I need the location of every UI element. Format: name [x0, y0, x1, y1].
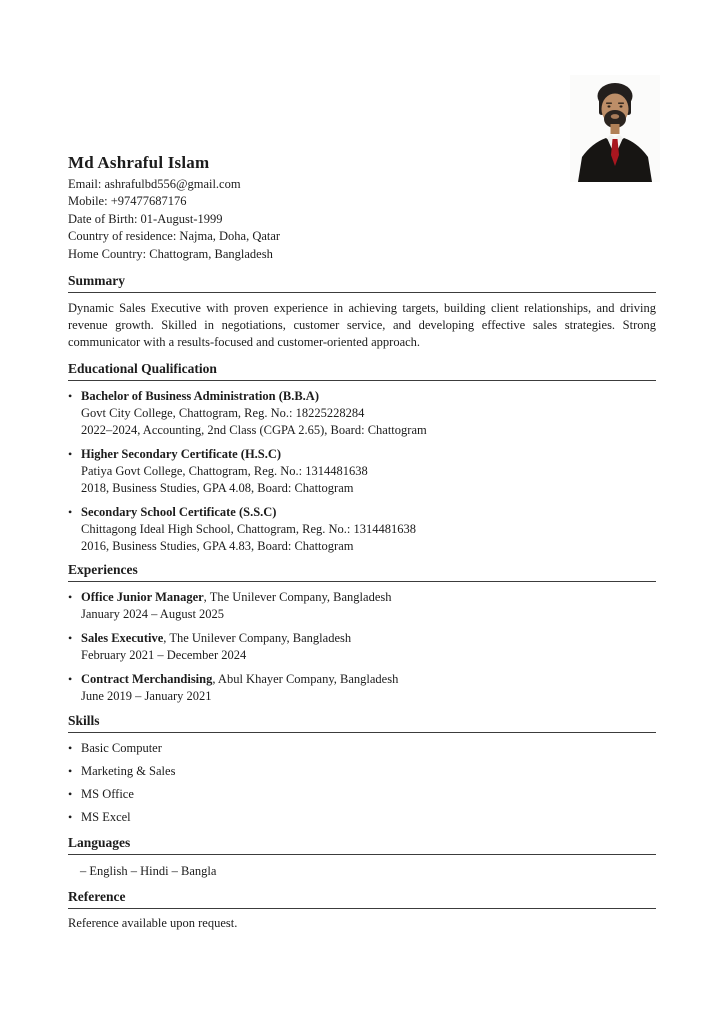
- education-item: [68, 388, 656, 439]
- degree-details: 2016, Business Studies, GPA 4.83, Board: Chattogram: [81, 539, 354, 554]
- education-item: [68, 446, 656, 497]
- section-heading-skills: Skills: [68, 713, 656, 733]
- contact-line-residence: Country of residence: Najma, Doha, Qatar: [68, 229, 281, 244]
- skill-item: [68, 740, 656, 757]
- contact-line-home-country: Home Country: Chattogram, Bangladesh: [68, 246, 273, 261]
- bullet-icon: •: [68, 505, 73, 520]
- degree-institution: Chittagong Ideal High School, Chattogram, Reg. No.: 1314481638: [81, 522, 417, 537]
- job-role: Sales Executive: [81, 631, 164, 646]
- skill-label: MS Excel: [81, 810, 131, 825]
- education-list: [68, 388, 656, 555]
- degree-details: 2022–2024, Accounting, 2nd Class (CGPA 2.65), Board: Chattogram: [81, 423, 427, 438]
- bullet-icon: •: [68, 447, 73, 462]
- experience-list: [68, 589, 656, 705]
- skill-label: Basic Computer: [81, 741, 162, 756]
- job-role: Contract Merchandising: [81, 672, 213, 687]
- contact-line-mobile: Mobile: +97477687176: [68, 194, 187, 209]
- contact-info: [68, 176, 656, 263]
- section-heading-reference: Reference: [68, 889, 656, 909]
- section-heading-experiences: Experiences: [68, 562, 656, 582]
- skill-label: MS Office: [81, 787, 134, 802]
- bullet-icon: •: [68, 389, 73, 404]
- experience-item: [68, 589, 656, 623]
- skill-label: Marketing & Sales: [81, 764, 176, 779]
- skill-item: [68, 809, 656, 826]
- section-heading-summary: Summary: [68, 273, 656, 293]
- degree-details: 2018, Business Studies, GPA 4.08, Board: Chattogram: [81, 481, 354, 496]
- contact-line-dob: Date of Birth: 01-August-1999: [68, 211, 223, 226]
- degree-title: Higher Secondary Certificate (H.S.C): [81, 447, 282, 462]
- job-dates: January 2024 – August 2025: [81, 607, 225, 622]
- section-heading-languages: Languages: [68, 835, 656, 855]
- skills-list: [68, 740, 656, 826]
- job-role: Office Junior Manager: [81, 590, 204, 605]
- bullet-icon: •: [68, 631, 73, 646]
- bullet-icon: •: [68, 787, 73, 802]
- job-dates: June 2019 – January 2021: [81, 689, 212, 704]
- job-company: , The Unilever Company, Bangladesh: [203, 590, 392, 605]
- degree-institution: Patiya Govt College, Chattogram, Reg. No.: 1314481638: [81, 464, 368, 479]
- experience-item: [68, 671, 656, 705]
- languages-text: – English – Hindi – Bangla: [80, 864, 217, 879]
- experience-item: [68, 630, 656, 664]
- degree-title: Bachelor of Business Administration (B.B.A): [81, 389, 319, 404]
- job-company: , The Unilever Company, Bangladesh: [163, 631, 352, 646]
- reference-text: Reference available upon request.: [68, 916, 238, 931]
- skill-item: [68, 763, 656, 780]
- degree-title: Secondary School Certificate (S.S.C): [81, 505, 277, 520]
- resume-content: [68, 0, 656, 932]
- bullet-icon: •: [68, 810, 73, 825]
- section-heading-education: Educational Qualification: [68, 361, 656, 381]
- degree-institution: Govt City College, Chattogram, Reg. No.: 18225228284: [81, 406, 365, 421]
- education-item: [68, 504, 656, 555]
- bullet-icon: •: [68, 741, 73, 756]
- bullet-icon: •: [68, 764, 73, 779]
- contact-line-email: Email: ashrafulbd556@gmail.com: [68, 177, 241, 191]
- skill-item: [68, 786, 656, 803]
- bullet-icon: •: [68, 672, 73, 687]
- bullet-icon: •: [68, 590, 73, 605]
- summary-text: Dynamic Sales Executive with proven experience in achieving targets, building client relationships, and driving revenue growth. Skilled in negotiations, customer service, and developing effective sales strategies. Strong communicator with a results-focused and customer-oriented approach.: [68, 301, 656, 350]
- candidate-name: Md Ashraful Islam: [68, 153, 210, 172]
- job-company: , Abul Khayer Company, Bangladesh: [212, 672, 399, 687]
- job-dates: February 2021 – December 2024: [81, 648, 247, 663]
